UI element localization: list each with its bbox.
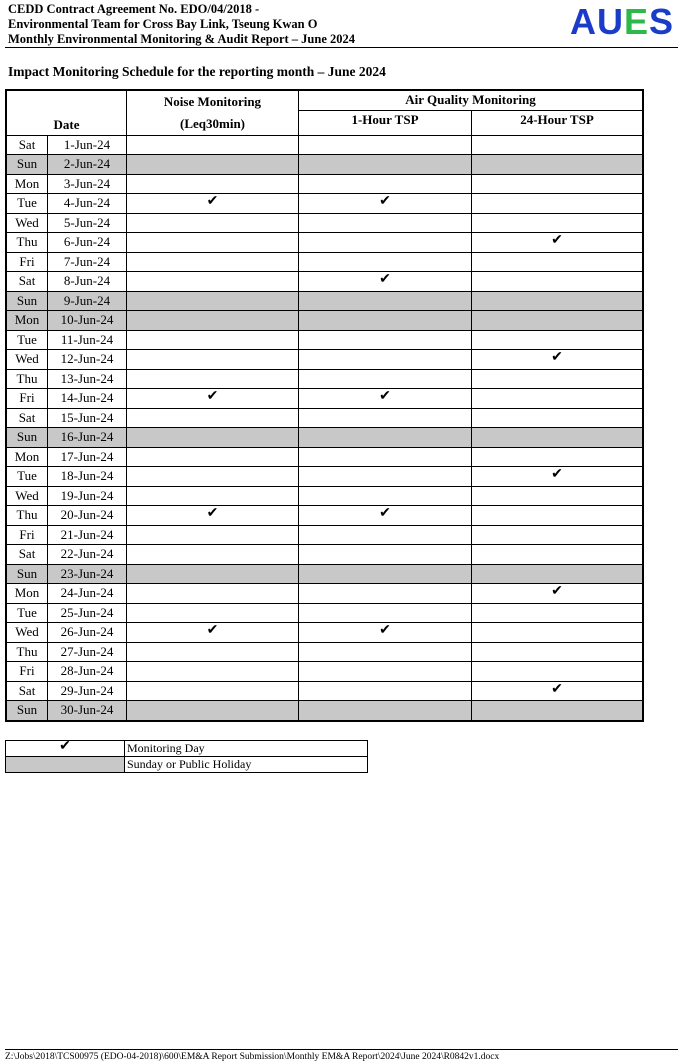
air-quality-header: Air Quality Monitoring <box>299 90 644 110</box>
tsp-1hour-cell <box>299 350 472 370</box>
tsp-24hour-cell <box>472 408 644 428</box>
tsp-1hour-cell <box>299 369 472 389</box>
legend-check-key <box>6 741 125 757</box>
tsp-24hour-cell <box>472 467 644 487</box>
noise-cell <box>127 564 299 584</box>
schedule-body <box>6 135 643 721</box>
day-cell: Mon <box>6 584 48 604</box>
tsp-24hour-cell <box>472 681 644 701</box>
schedule-row <box>6 428 643 448</box>
noise-cell <box>127 291 299 311</box>
tsp-1hour-cell <box>299 252 472 272</box>
noise-cell <box>127 408 299 428</box>
logo-letter-a: A <box>569 1 597 42</box>
tsp-24hour-cell <box>472 174 644 194</box>
date-cell: 14-Jun-24 <box>48 389 127 409</box>
tsp-24hour-cell <box>472 350 644 370</box>
date-cell: 17-Jun-24 <box>48 447 127 467</box>
day-cell: Mon <box>6 447 48 467</box>
day-cell: Tue <box>6 603 48 623</box>
tsp-1hour-cell <box>299 233 472 253</box>
tsp-24hour-cell <box>472 389 644 409</box>
schedule-row <box>6 135 643 155</box>
day-cell: Tue <box>6 194 48 214</box>
date-cell: 7-Jun-24 <box>48 252 127 272</box>
legend-monitoring-day: Monitoring Day <box>125 741 368 757</box>
day-cell: Sat <box>6 681 48 701</box>
date-cell: 23-Jun-24 <box>48 564 127 584</box>
check-icon: ✔ <box>206 194 219 210</box>
day-cell: Thu <box>6 642 48 662</box>
noise-cell <box>127 311 299 331</box>
noise-cell <box>127 174 299 194</box>
schedule-row <box>6 545 643 565</box>
tsp-1hour-cell <box>299 467 472 487</box>
date-cell: 27-Jun-24 <box>48 642 127 662</box>
tsp-1hour-cell <box>299 330 472 350</box>
day-cell: Thu <box>6 369 48 389</box>
schedule-row <box>6 350 643 370</box>
noise-header <box>127 90 299 135</box>
day-cell: Sun <box>6 701 48 721</box>
noise-cell <box>127 369 299 389</box>
legend-holiday: Sunday or Public Holiday <box>125 757 368 773</box>
check-icon: ✔ <box>551 681 563 697</box>
date-cell: 2-Jun-24 <box>48 155 127 175</box>
contract-line: CEDD Contract Agreement No. EDO/04/2018 - <box>8 2 260 16</box>
tsp-1hour-cell <box>299 564 472 584</box>
noise-cell <box>127 213 299 233</box>
tsp-24hour-cell <box>472 194 644 214</box>
check-icon: ✔ <box>379 272 391 288</box>
tsp-1hour-cell <box>299 486 472 506</box>
noise-cell <box>127 428 299 448</box>
report-line: Monthly Environmental Monitoring & Audit Report – June 2024 <box>8 32 356 46</box>
day-cell: Sun <box>6 564 48 584</box>
day-cell: Wed <box>6 623 48 643</box>
day-cell: Fri <box>6 525 48 545</box>
check-icon: ✔ <box>59 739 71 754</box>
date-cell: 19-Jun-24 <box>48 486 127 506</box>
noise-cell <box>127 642 299 662</box>
legend-table <box>5 740 368 773</box>
date-cell: 15-Jun-24 <box>48 408 127 428</box>
schedule-row <box>6 272 643 292</box>
check-icon: ✔ <box>379 623 391 639</box>
tsp-24hour-cell <box>472 252 644 272</box>
day-cell: Mon <box>6 311 48 331</box>
date-cell: 12-Jun-24 <box>48 350 127 370</box>
noise-cell <box>127 330 299 350</box>
noise-cell <box>127 467 299 487</box>
noise-cell <box>127 506 299 526</box>
tsp-1hour-cell <box>299 291 472 311</box>
schedule-row <box>6 194 643 214</box>
schedule-row <box>6 642 643 662</box>
schedule-row <box>6 447 643 467</box>
tsp-24hour-cell <box>472 564 644 584</box>
date-cell: 8-Jun-24 <box>48 272 127 292</box>
tsp-24hour-cell <box>472 369 644 389</box>
footer-rule <box>5 1049 678 1050</box>
file-path-footer: Z:\Jobs\2018\TCS00975 (EDO-04-2018)\600\EM&A Report Submission\Monthly EM&A Report\2024\June 2024\R0842v1.docx <box>5 1052 500 1062</box>
noise-cell <box>127 350 299 370</box>
schedule-row <box>6 291 643 311</box>
tsp-1hour-cell <box>299 174 472 194</box>
date-header: Date <box>6 90 127 135</box>
schedule-row <box>6 369 643 389</box>
logo-letter-e: E <box>623 1 649 42</box>
schedule-row <box>6 486 643 506</box>
tsp-1hour-cell <box>299 662 472 682</box>
tsp-24hour-cell <box>472 623 644 643</box>
tsp-24hour-cell <box>472 662 644 682</box>
date-cell: 16-Jun-24 <box>48 428 127 448</box>
date-cell: 5-Jun-24 <box>48 213 127 233</box>
noise-cell <box>127 135 299 155</box>
day-cell: Sat <box>6 408 48 428</box>
schedule-row <box>6 467 643 487</box>
tsp-24hour-cell <box>472 272 644 292</box>
team-line: Environmental Team for Cross Bay Link, Tseung Kwan O <box>8 17 318 31</box>
date-cell: 22-Jun-24 <box>48 545 127 565</box>
date-cell: 18-Jun-24 <box>48 467 127 487</box>
date-cell: 10-Jun-24 <box>48 311 127 331</box>
schedule-row <box>6 155 643 175</box>
schedule-row <box>6 525 643 545</box>
date-cell: 20-Jun-24 <box>48 506 127 526</box>
check-icon: ✔ <box>551 233 563 249</box>
date-cell: 1-Jun-24 <box>48 135 127 155</box>
day-cell: Wed <box>6 213 48 233</box>
tsp-24hour-cell <box>472 584 644 604</box>
tsp-1hour-cell <box>299 525 472 545</box>
tsp-1hour-cell <box>299 603 472 623</box>
schedule-row <box>6 662 643 682</box>
tsp-24hour-cell <box>472 155 644 175</box>
schedule-row <box>6 408 643 428</box>
noise-cell <box>127 662 299 682</box>
day-cell: Wed <box>6 350 48 370</box>
noise-cell <box>127 233 299 253</box>
logo-letter-s: S <box>648 1 674 42</box>
noise-cell <box>127 486 299 506</box>
tsp-24hour-cell <box>472 486 644 506</box>
date-cell: 29-Jun-24 <box>48 681 127 701</box>
check-icon: ✔ <box>206 389 219 405</box>
tsp-1hour-cell <box>299 584 472 604</box>
tsp-24hour-cell <box>472 545 644 565</box>
day-cell: Wed <box>6 486 48 506</box>
day-cell: Sun <box>6 155 48 175</box>
noise-cell <box>127 623 299 643</box>
tsp-1hour-cell <box>299 272 472 292</box>
schedule-row <box>6 564 643 584</box>
day-cell: Mon <box>6 174 48 194</box>
schedule-row <box>6 623 643 643</box>
schedule-table <box>5 89 644 722</box>
noise-cell <box>127 545 299 565</box>
tsp-1hour-header: 1-Hour TSP <box>299 110 472 135</box>
schedule-row <box>6 389 643 409</box>
noise-cell <box>127 272 299 292</box>
day-cell: Thu <box>6 233 48 253</box>
page-header <box>8 2 678 48</box>
tsp-24hour-cell <box>472 213 644 233</box>
check-icon: ✔ <box>551 584 563 600</box>
day-cell: Fri <box>6 389 48 409</box>
tsp-24hour-cell <box>472 603 644 623</box>
noise-cell <box>127 194 299 214</box>
check-icon: ✔ <box>379 506 391 522</box>
tsp-1hour-cell <box>299 194 472 214</box>
schedule-row <box>6 584 643 604</box>
section-title: Impact Monitoring Schedule for the reporting month – June 2024 <box>8 64 386 79</box>
noise-cell <box>127 252 299 272</box>
date-cell: 6-Jun-24 <box>48 233 127 253</box>
header-text <box>8 2 355 47</box>
day-cell: Tue <box>6 330 48 350</box>
tsp-1hour-cell <box>299 135 472 155</box>
schedule-row <box>6 681 643 701</box>
tsp-1hour-cell <box>299 389 472 409</box>
tsp-1hour-cell <box>299 545 472 565</box>
tsp-24hour-cell <box>472 428 644 448</box>
check-icon: ✔ <box>206 506 219 522</box>
noise-cell <box>127 584 299 604</box>
noise-header-label: Noise Monitoring <box>163 94 262 109</box>
day-cell: Sun <box>6 291 48 311</box>
tsp-1hour-cell <box>299 506 472 526</box>
noise-cell <box>127 681 299 701</box>
day-cell: Sat <box>6 545 48 565</box>
tsp-24hour-cell <box>472 135 644 155</box>
noise-cell <box>127 389 299 409</box>
schedule-row <box>6 174 643 194</box>
date-cell: 9-Jun-24 <box>48 291 127 311</box>
noise-header-unit: (Leq30min) <box>180 116 245 131</box>
header-rule <box>5 47 678 48</box>
tsp-1hour-cell <box>299 311 472 331</box>
noise-cell <box>127 155 299 175</box>
date-cell: 13-Jun-24 <box>48 369 127 389</box>
schedule-row <box>6 701 643 721</box>
schedule-row <box>6 506 643 526</box>
tsp-1hour-cell <box>299 447 472 467</box>
date-cell: 3-Jun-24 <box>48 174 127 194</box>
schedule-row <box>6 330 643 350</box>
tsp-24hour-cell <box>472 233 644 253</box>
noise-cell <box>127 603 299 623</box>
date-cell: 21-Jun-24 <box>48 525 127 545</box>
aues-logo <box>569 1 674 42</box>
noise-cell <box>127 701 299 721</box>
day-cell: Sat <box>6 272 48 292</box>
logo-letter-u: U <box>596 1 624 42</box>
check-icon: ✔ <box>206 623 219 639</box>
schedule-row <box>6 311 643 331</box>
check-icon: ✔ <box>379 389 391 405</box>
tsp-24hour-cell <box>472 525 644 545</box>
tsp-24hour-cell <box>472 291 644 311</box>
tsp-24hour-header: 24-Hour TSP <box>472 110 644 135</box>
tsp-1hour-cell <box>299 408 472 428</box>
day-cell: Fri <box>6 662 48 682</box>
tsp-24hour-cell <box>472 311 644 331</box>
day-cell: Thu <box>6 506 48 526</box>
day-cell: Fri <box>6 252 48 272</box>
check-icon: ✔ <box>551 467 563 483</box>
tsp-24hour-cell <box>472 701 644 721</box>
date-cell: 24-Jun-24 <box>48 584 127 604</box>
tsp-24hour-cell <box>472 330 644 350</box>
noise-cell <box>127 525 299 545</box>
date-cell: 30-Jun-24 <box>48 701 127 721</box>
check-icon: ✔ <box>379 194 391 210</box>
tsp-1hour-cell <box>299 428 472 448</box>
date-cell: 11-Jun-24 <box>48 330 127 350</box>
date-cell: 25-Jun-24 <box>48 603 127 623</box>
check-icon: ✔ <box>551 350 563 366</box>
tsp-1hour-cell <box>299 623 472 643</box>
tsp-1hour-cell <box>299 681 472 701</box>
date-cell: 28-Jun-24 <box>48 662 127 682</box>
day-cell: Sat <box>6 135 48 155</box>
tsp-24hour-cell <box>472 642 644 662</box>
noise-cell <box>127 447 299 467</box>
schedule-row <box>6 213 643 233</box>
legend-holiday-swatch <box>6 757 125 773</box>
tsp-1hour-cell <box>299 213 472 233</box>
tsp-1hour-cell <box>299 642 472 662</box>
tsp-1hour-cell <box>299 155 472 175</box>
schedule-row <box>6 603 643 623</box>
date-cell: 4-Jun-24 <box>48 194 127 214</box>
date-cell: 26-Jun-24 <box>48 623 127 643</box>
tsp-24hour-cell <box>472 506 644 526</box>
schedule-row <box>6 252 643 272</box>
tsp-24hour-cell <box>472 447 644 467</box>
day-cell: Sun <box>6 428 48 448</box>
schedule-row <box>6 233 643 253</box>
tsp-1hour-cell <box>299 701 472 721</box>
day-cell: Tue <box>6 467 48 487</box>
